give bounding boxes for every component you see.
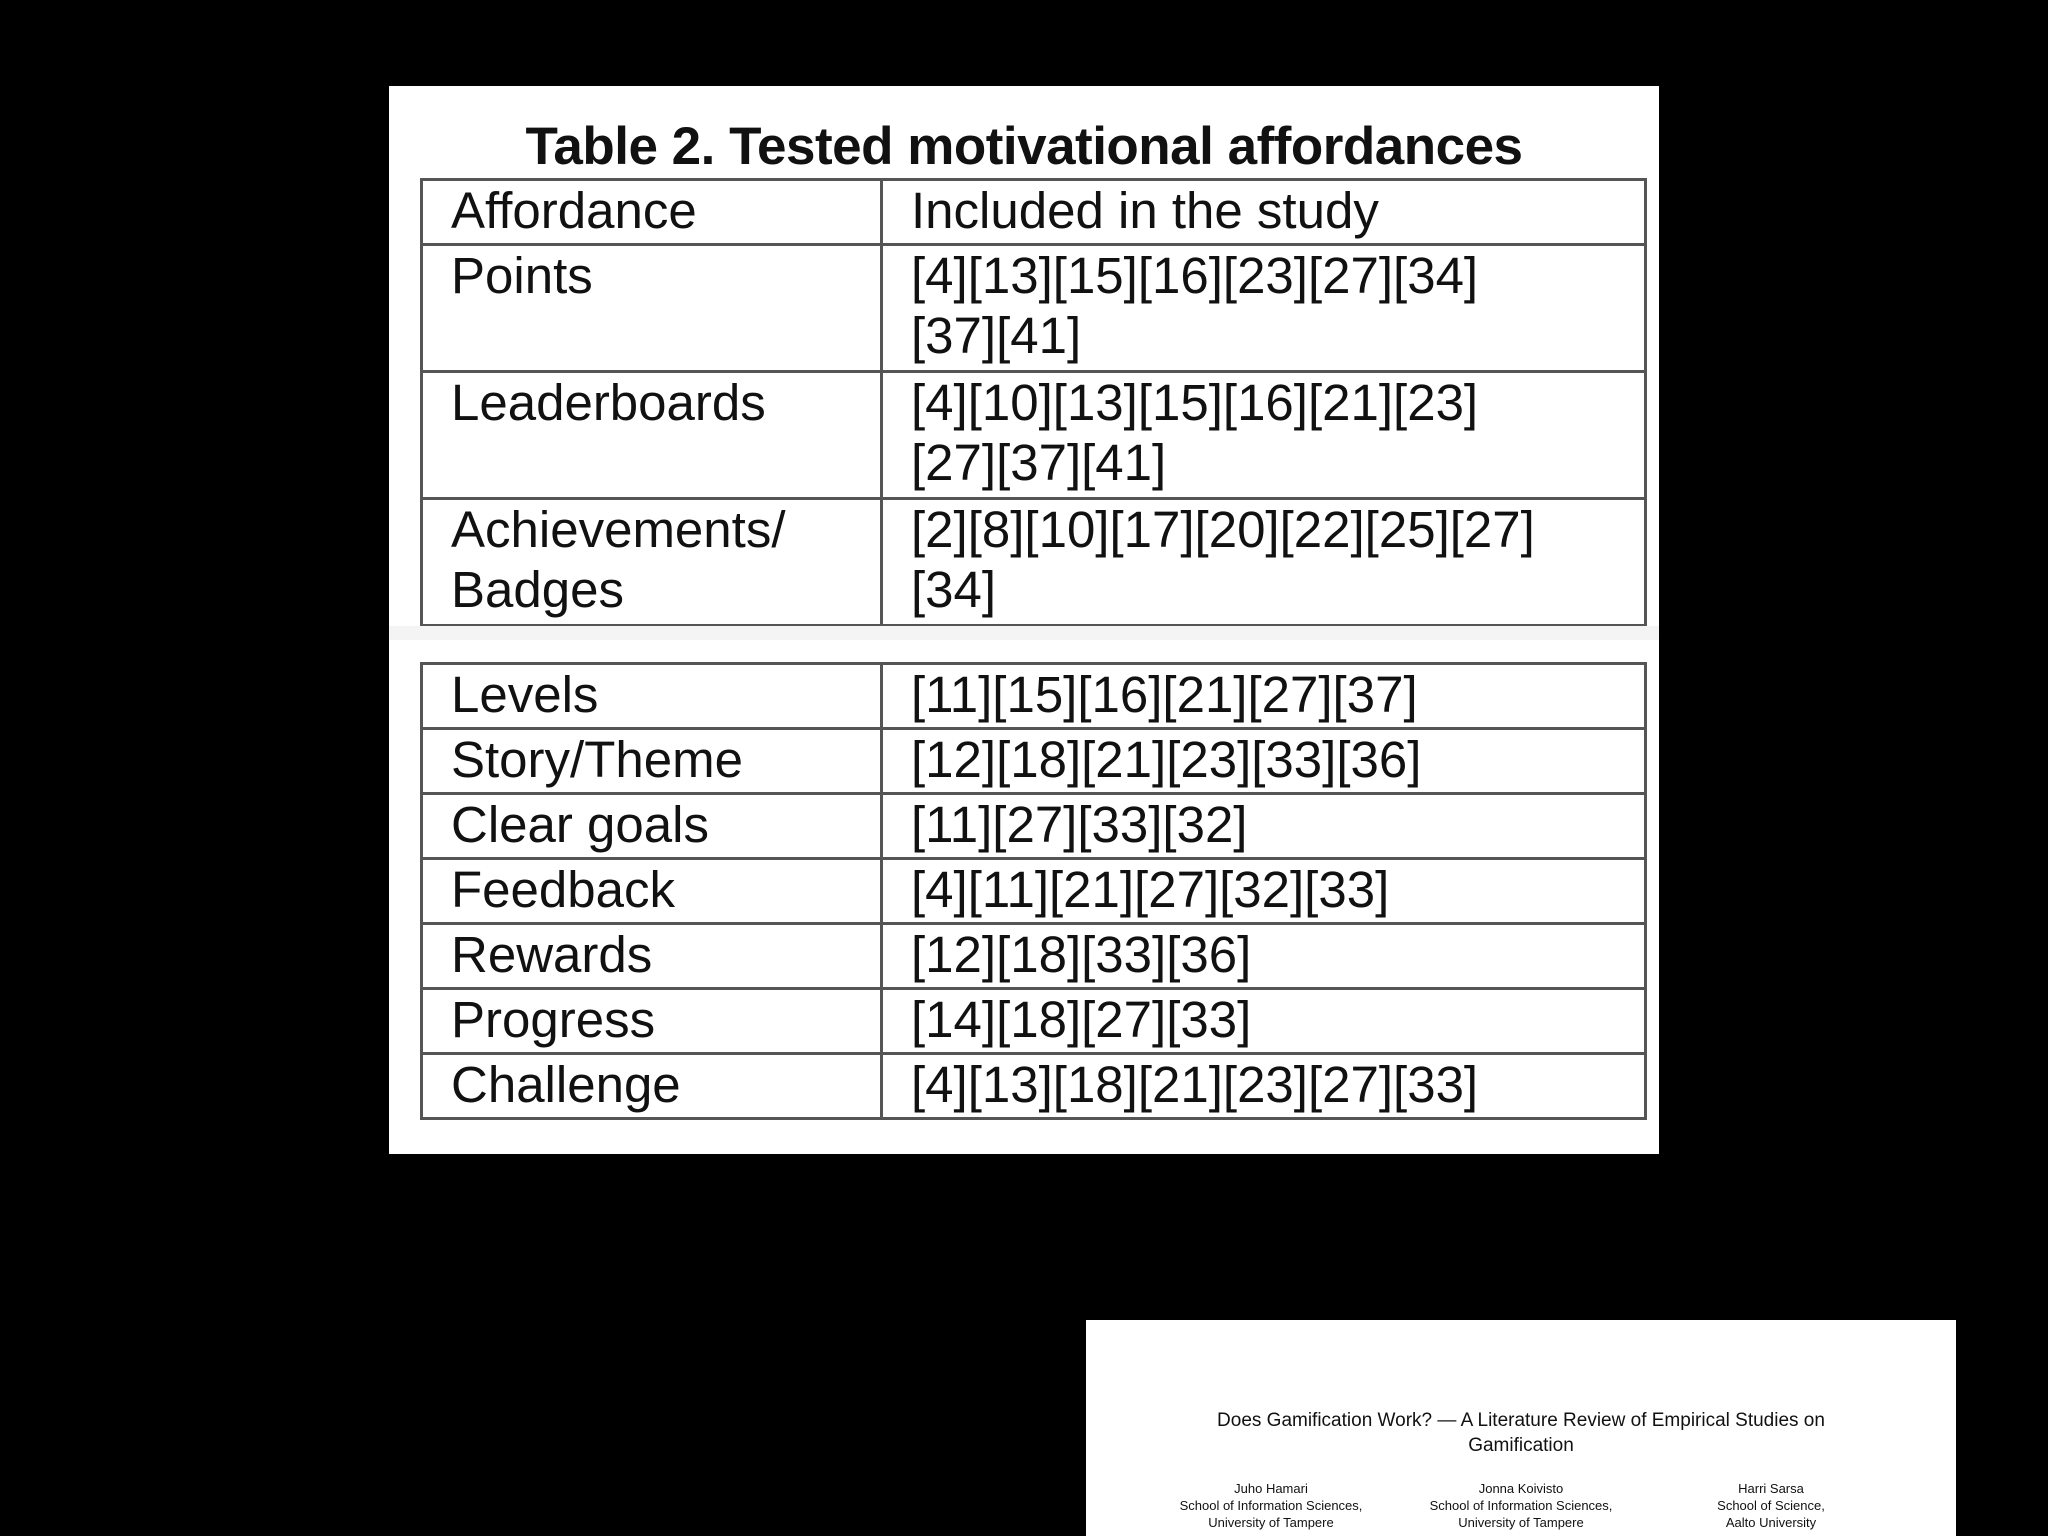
- affordance-cell: Feedback: [422, 859, 882, 924]
- affordance-cell: Clear goals: [422, 794, 882, 859]
- table-title: Table 2. Tested motivational affordances: [525, 117, 1523, 176]
- studies-line-2: [37][41]: [911, 307, 1082, 364]
- affordance-line-2: Badges: [451, 561, 624, 618]
- author-affiliation: School of Information Sciences,: [1429, 1498, 1613, 1513]
- author-affiliation: University of Tampere: [1208, 1515, 1334, 1530]
- author-affiliation: School of Science,: [1717, 1498, 1825, 1513]
- studies-cell: [882, 499, 1646, 626]
- studies-cell: [11][15][16][21][27][37]: [882, 664, 1646, 729]
- table-card: [389, 86, 1659, 1154]
- affordance-cell: Challenge: [422, 1054, 882, 1119]
- studies-cell: [882, 372, 1646, 499]
- author-block: [1641, 1480, 1901, 1531]
- affordance-line-1: Leaderboards: [451, 374, 766, 431]
- table-seam: [389, 626, 1659, 640]
- header-affordance: Affordance: [422, 180, 882, 245]
- table-row: [422, 664, 1646, 729]
- affordance-cell: Story/Theme: [422, 729, 882, 794]
- affordance-cell: Levels: [422, 664, 882, 729]
- paper-thumbnail: [1086, 1320, 1956, 1536]
- paper-title: [1086, 1408, 1956, 1458]
- table-row: [422, 245, 1646, 372]
- table-row: [422, 1054, 1646, 1119]
- affordance-cell: [422, 499, 882, 626]
- studies-line-2: [34]: [911, 561, 997, 618]
- studies-cell: [12][18][21][23][33][36]: [882, 729, 1646, 794]
- studies-cell: [4][13][18][21][23][27][33]: [882, 1054, 1646, 1119]
- paper-title-line-2: Gamification: [1468, 1435, 1574, 1456]
- studies-cell: [14][18][27][33]: [882, 989, 1646, 1054]
- affordance-line-1: Achievements/: [451, 501, 786, 558]
- table-row: [422, 989, 1646, 1054]
- table-row: [422, 729, 1646, 794]
- studies-line-1: [4][13][15][16][23][27][34]: [911, 247, 1479, 304]
- author-affiliation: University of Tampere: [1458, 1515, 1584, 1530]
- studies-cell: [882, 245, 1646, 372]
- studies-cell: [11][27][33][32]: [882, 794, 1646, 859]
- table-row: [422, 372, 1646, 499]
- affordance-table-bottom: [420, 662, 1647, 1120]
- author-name: Harri Sarsa: [1738, 1481, 1804, 1496]
- header-included: Included in the study: [882, 180, 1646, 245]
- author-name: Juho Hamari: [1234, 1481, 1308, 1496]
- author-affiliation: Aalto University: [1725, 1515, 1817, 1530]
- affordance-line-1: Points: [451, 247, 593, 304]
- affordance-cell: Rewards: [422, 924, 882, 989]
- table-row: [422, 794, 1646, 859]
- author-block: [1391, 1480, 1651, 1531]
- affordance-cell: [422, 245, 882, 372]
- table-row: [422, 859, 1646, 924]
- studies-line-1: [2][8][10][17][20][22][25][27]: [911, 501, 1535, 558]
- affordance-cell: [422, 372, 882, 499]
- affordance-table-top: [420, 178, 1647, 627]
- studies-line-2: [27][37][41]: [911, 434, 1167, 491]
- table-row: [422, 924, 1646, 989]
- studies-line-1: [4][10][13][15][16][21][23]: [911, 374, 1479, 431]
- author-block: [1141, 1480, 1401, 1531]
- paper-title-line-1: Does Gamification Work? — A Literature Review of Empirical Studies on: [1217, 1410, 1825, 1431]
- studies-cell: [4][11][21][27][32][33]: [882, 859, 1646, 924]
- table-header-row: [422, 180, 1646, 245]
- author-affiliation: School of Information Sciences,: [1179, 1498, 1363, 1513]
- table-row: [422, 499, 1646, 626]
- affordance-cell: Progress: [422, 989, 882, 1054]
- studies-cell: [12][18][33][36]: [882, 924, 1646, 989]
- author-name: Jonna Koivisto: [1478, 1481, 1564, 1496]
